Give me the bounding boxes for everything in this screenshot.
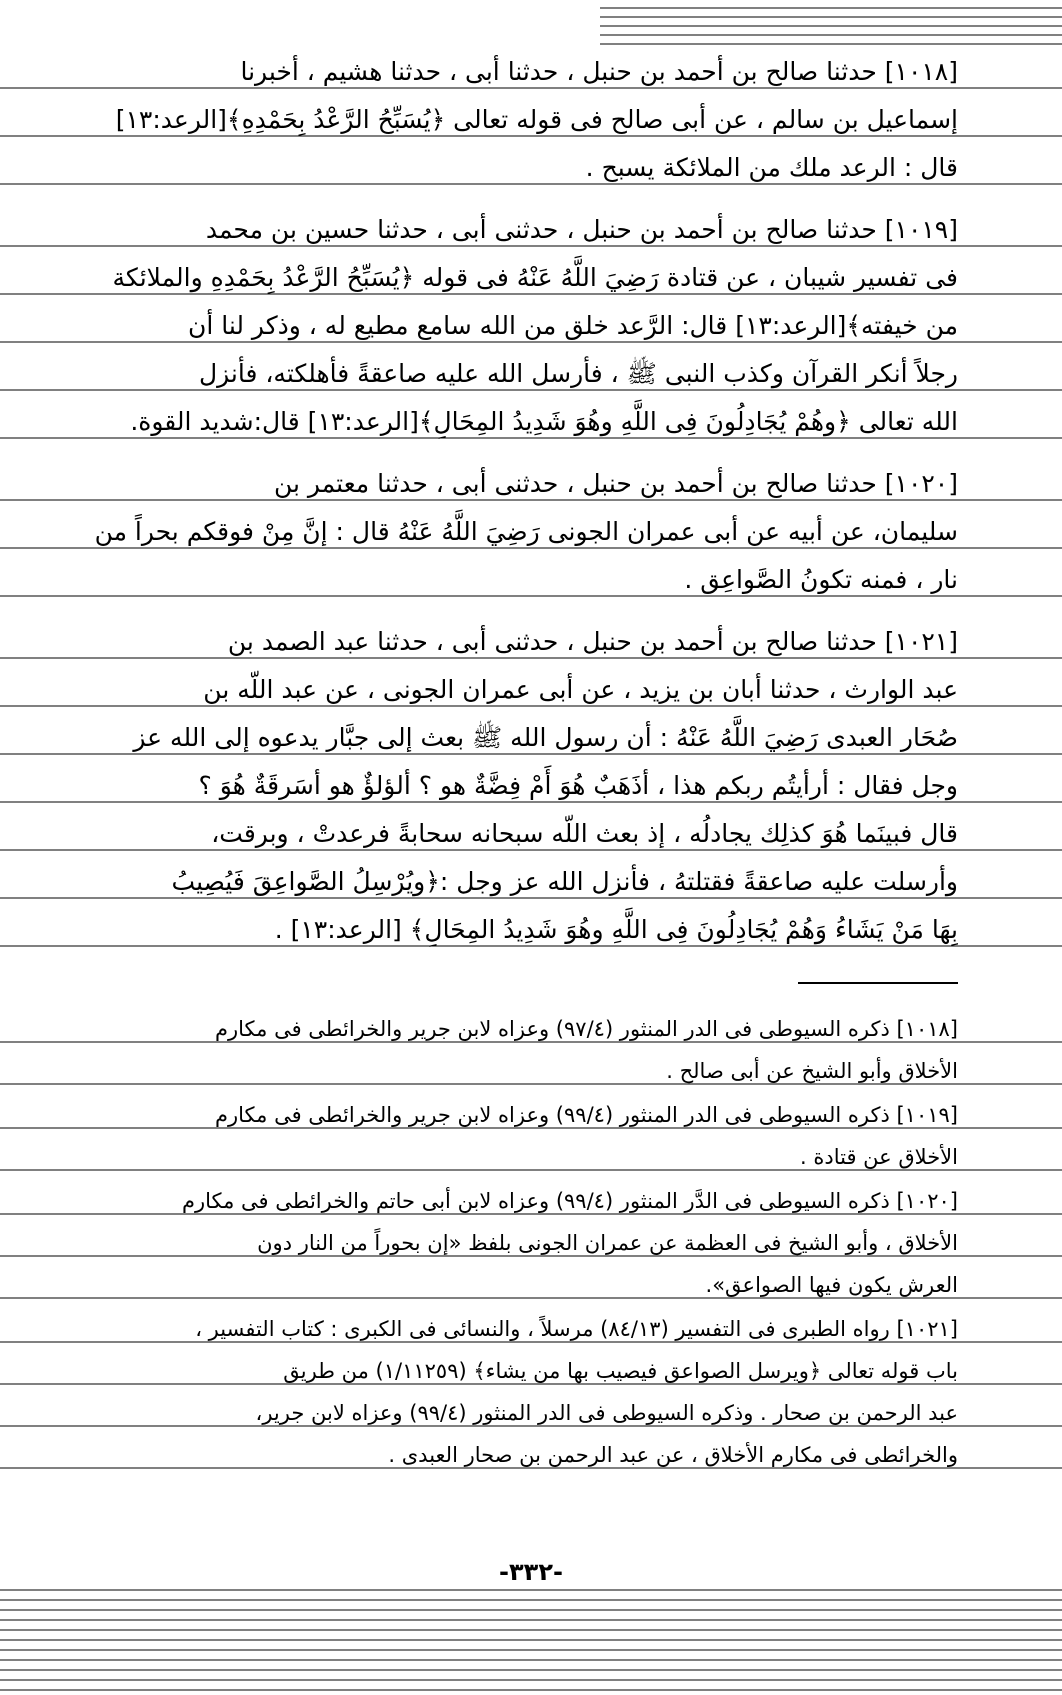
footnote-separator bbox=[798, 982, 958, 984]
hadith-line: صُحَار العبدى رَضِيَ اللَّهُ عَنْهُ : أن رسول الله ﷺ بعث إلى جبَّار يدعوه إلى الله عز bbox=[133, 723, 958, 752]
footnote-line: [١٠٢٠] ذكره السيوطى فى الدَّر المنثور (٩٩/٤) وعزاه لابن أبى حاتم والخرائطى فى مكارم bbox=[181, 1189, 958, 1213]
footnote-line: باب قوله تعالى ﴿ويرسل الصواعق فيصيب بها من يشاء﴾ (١/١١٢٥٩) من طريق bbox=[283, 1359, 958, 1383]
hadith-line: قال : الرعد ملك من الملائكة يسبح . bbox=[585, 153, 958, 182]
footnote-separator-wrap bbox=[80, 982, 958, 984]
hadith-line: [١٠٢٠] حدثنا صالح بن أحمد بن حنبل ، حدثنى أبى ، حدثنا معتمر بن bbox=[274, 469, 958, 498]
hadith-line: رجلاً أنكر القرآن وكذب النبى ﷺ ، فأرسل الله عليه صاعقةً فأهلكته، فأنزل bbox=[198, 359, 958, 388]
footnote-1019 bbox=[80, 1094, 958, 1178]
hadith-line: سليمان، عن أبيه عن أبى عمران الجونى رَضِيَ اللَّهُ عَنْهُ قال : إنَّ مِنْ فوقكم بحراً من bbox=[94, 517, 958, 546]
footnote-line: العرش يكون فيها الصواعق». bbox=[705, 1273, 958, 1297]
hadith-line: إسماعيل بن سالم ، عن أبى صالح فى قوله تعالى ﴿يُسَبِّحُ الرَّعْدُ بِحَمْدِهِ﴾[الرعد:١٣] bbox=[115, 105, 958, 134]
hadith-line: قال فبينَما هُوَ كذلِك يجادلُه ، إذ بعث اللّه سبحانه سحابةً فرعدتْ ، وبرقت، bbox=[211, 819, 958, 848]
hadith-1020 bbox=[80, 460, 958, 604]
document-page bbox=[80, 48, 958, 1478]
footnote-1018 bbox=[80, 1008, 958, 1092]
footnote-line: عبد الرحمن بن صحار . وذكره السيوطى فى الدر المنثور (٩٩/٤) وعزاه لابن جرير، bbox=[255, 1401, 958, 1425]
hadith-line: وجل فقال : أرأيتُم ربكم هذا ، أذَهَبٌ هُوَ أَمْ فِضَّةٌ هو ؟ ألؤلؤٌ هو أسَرقَةٌ هُوَ ؟ bbox=[198, 771, 958, 800]
hadith-line: [١٠٢١] حدثنا صالح بن أحمد بن حنبل ، حدثنى أبى ، حدثنا عبد الصمد بن bbox=[227, 627, 958, 656]
footnote-line: الأخلاق وأبو الشيخ عن أبى صالح . bbox=[666, 1059, 958, 1083]
footnote-1020 bbox=[80, 1180, 958, 1306]
hadith-line: عبد الوارث ، حدثنا أبان بن يزيد ، عن أبى عمران الجونى ، عن عبد اللّه بن bbox=[203, 675, 958, 704]
footnote-line: [١٠٢١] رواه الطبرى فى التفسير (٨٤/١٣) مرسلاً ، والنسائى فى الكبرى : كتاب التفسير ، bbox=[195, 1317, 958, 1341]
footnote-line: [١٠١٩] ذكره السيوطى فى الدر المنثور (٩٩/٤) وعزاه لابن جرير والخرائطى فى مكارم bbox=[215, 1103, 958, 1127]
hadith-line: الله تعالى ﴿وهُمْ يُجَادِلُونَ فِى اللَّهِ وهُوَ شَدِيدُ المِحَالِ﴾[الرعد:١٣] قال:شديد القوة. bbox=[130, 407, 958, 436]
page-number: -٣٣٢- bbox=[499, 1558, 563, 1586]
footnotes bbox=[80, 1008, 958, 1476]
hadith-line: [١٠١٩] حدثنا صالح بن أحمد بن حنبل ، حدثنى أبى ، حدثنا حسين بن محمد bbox=[205, 215, 958, 244]
footnote-line: [١٠١٨] ذكره السيوطى فى الدر المنثور (٩٧/٤) وعزاه لابن جرير والخرائطى فى مكارم bbox=[215, 1017, 958, 1041]
footnote-line: الأخلاق ، وأبو الشيخ فى العظمة عن عمران الجونى بلفظ «إن بحوراً من النار دون bbox=[257, 1231, 958, 1255]
hadith-1018 bbox=[80, 48, 958, 192]
hadith-1019 bbox=[80, 206, 958, 446]
footnote-line: والخرائطى فى مكارم الأخلاق ، عن عبد الرحمن بن صحار العبدى . bbox=[388, 1443, 958, 1467]
hadith-line: فى تفسير شيبان ، عن قتادة رَضِيَ اللَّهُ عَنْهُ فى قوله ﴿يُسَبِّحُ الرَّعْدُ بِحَمْدِهِ والملائكة bbox=[112, 263, 958, 292]
hadith-1021 bbox=[80, 618, 958, 954]
hadith-line: بِهَا مَنْ يَشَاءُ وَهُمْ يُجَادِلُونَ فِى اللَّهِ وهُوَ شَدِيدُ المِحَالِ﴾ [الرعد:١٣] . bbox=[274, 915, 958, 944]
hadith-line: [١٠١٨] حدثنا صالح بن أحمد بن حنبل ، حدثنا أبى ، حدثنا هشيم ، أخبرنا bbox=[240, 57, 958, 86]
hadith-line: وأرسلت عليه صاعقةً فقتلتهُ ، فأنزل الله عز وجل :﴿ويُرْسِلُ الصَّواعِقَ فَيُصِيبُ bbox=[171, 867, 958, 896]
footnote-line: الأخلاق عن قتادة . bbox=[800, 1145, 958, 1169]
footnote-1021 bbox=[80, 1308, 958, 1476]
hadith-line: من خيفته﴾[الرعد:١٣] قال: الرَّعد خلق من الله سامع مطيع له ، وذكر لنا أن bbox=[187, 311, 958, 340]
hadith-line: نار ، فمنه تكونُ الصَّواعِق . bbox=[684, 565, 958, 594]
